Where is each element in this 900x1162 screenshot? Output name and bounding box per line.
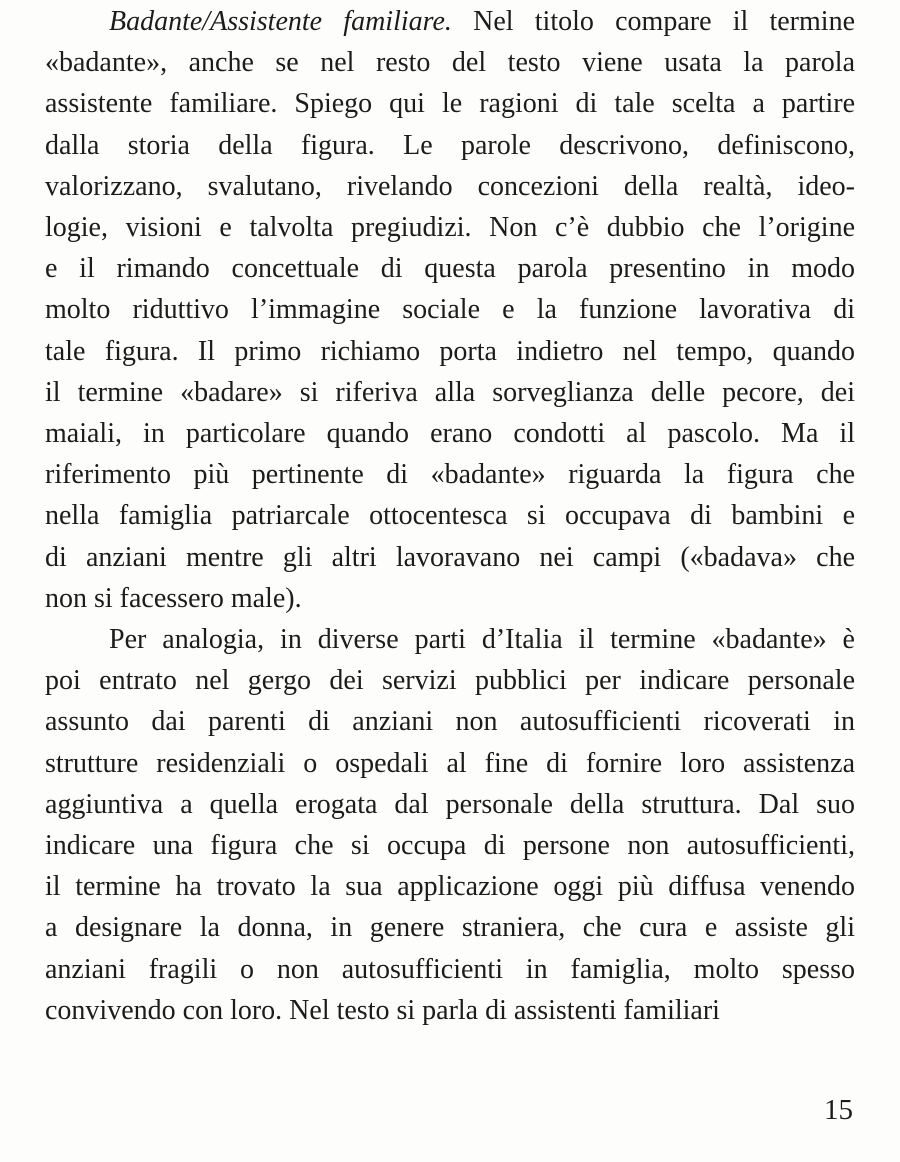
page-number: 15 [824, 1094, 853, 1126]
text-line: nella famiglia patriarcale ottocentesca si occupava di bambini e [45, 500, 855, 532]
text-line: aggiuntiva a quella erogata dal personale della struttura. Dal suo [45, 788, 855, 820]
text-line: a designare la donna, in genere straniera, che cura e assiste gli [45, 912, 855, 944]
text-line: strutture residenziali o ospedali al fine di fornire loro assistenza [45, 747, 855, 779]
body-text [45, 1, 855, 1031]
text-line: tale figura. Il primo richiamo porta indietro nel tempo, quando [45, 335, 855, 367]
text-line: assistente familiare. Spiego qui le ragioni di tale scelta a partire [45, 88, 855, 120]
text-line: molto riduttivo l’immagine sociale e la funzione lavorativa di [45, 294, 855, 326]
text-line: logie, visioni e talvolta pregiudizi. Non c’è dubbio che l’origine [45, 212, 855, 244]
text-line: maiali, in particolare quando erano condotti al pascolo. Ma il [45, 418, 855, 450]
text-line: Per analogia, in diverse parti d’Italia il termine «badante» è [109, 624, 855, 656]
text-line: di anziani mentre gli altri lavoravano nei campi («badava» che [45, 541, 855, 573]
text-line: non si facessero male). [45, 582, 302, 614]
text-line: il termine «badare» si riferiva alla sorveglianza delle pecore, dei [45, 376, 855, 408]
paragraph-2 [45, 619, 855, 1031]
text-line: dalla storia della figura. Le parole descrivono, definiscono, [45, 129, 855, 161]
text-line: il termine ha trovato la sua applicazione oggi più diffusa venendo [45, 871, 855, 903]
text-line: «badante», anche se nel resto del testo viene usata la parola [45, 47, 855, 79]
text-line: e il rimando concettuale di questa parola presentino in modo [45, 253, 855, 285]
text-line: riferimento più pertinente di «badante» riguarda la figura che [45, 459, 855, 491]
text-line: valorizzano, svalutano, rivelando concezioni della realtà, ideo- [45, 170, 855, 202]
text-line: convivendo con loro. Nel testo si parla di assistenti familiari [45, 994, 720, 1026]
paragraph-lead-regular: Nel titolo compare il termine [451, 6, 855, 37]
text-line [45, 1, 855, 42]
text-line: anziani fragili o non autosufficienti in famiglia, molto spesso [45, 953, 855, 985]
text-line: indicare una figura che si occupa di persone non autosufficienti, [45, 830, 855, 862]
text-line: poi entrato nel gergo dei servizi pubblici per indicare personale [45, 665, 855, 697]
paragraph-lead-italic: Badante/Assistente familiare. [109, 6, 452, 37]
text-line: assunto dai parenti di anziani non autosufficienti ricoverati in [45, 706, 855, 738]
paragraph-1 [45, 1, 855, 619]
